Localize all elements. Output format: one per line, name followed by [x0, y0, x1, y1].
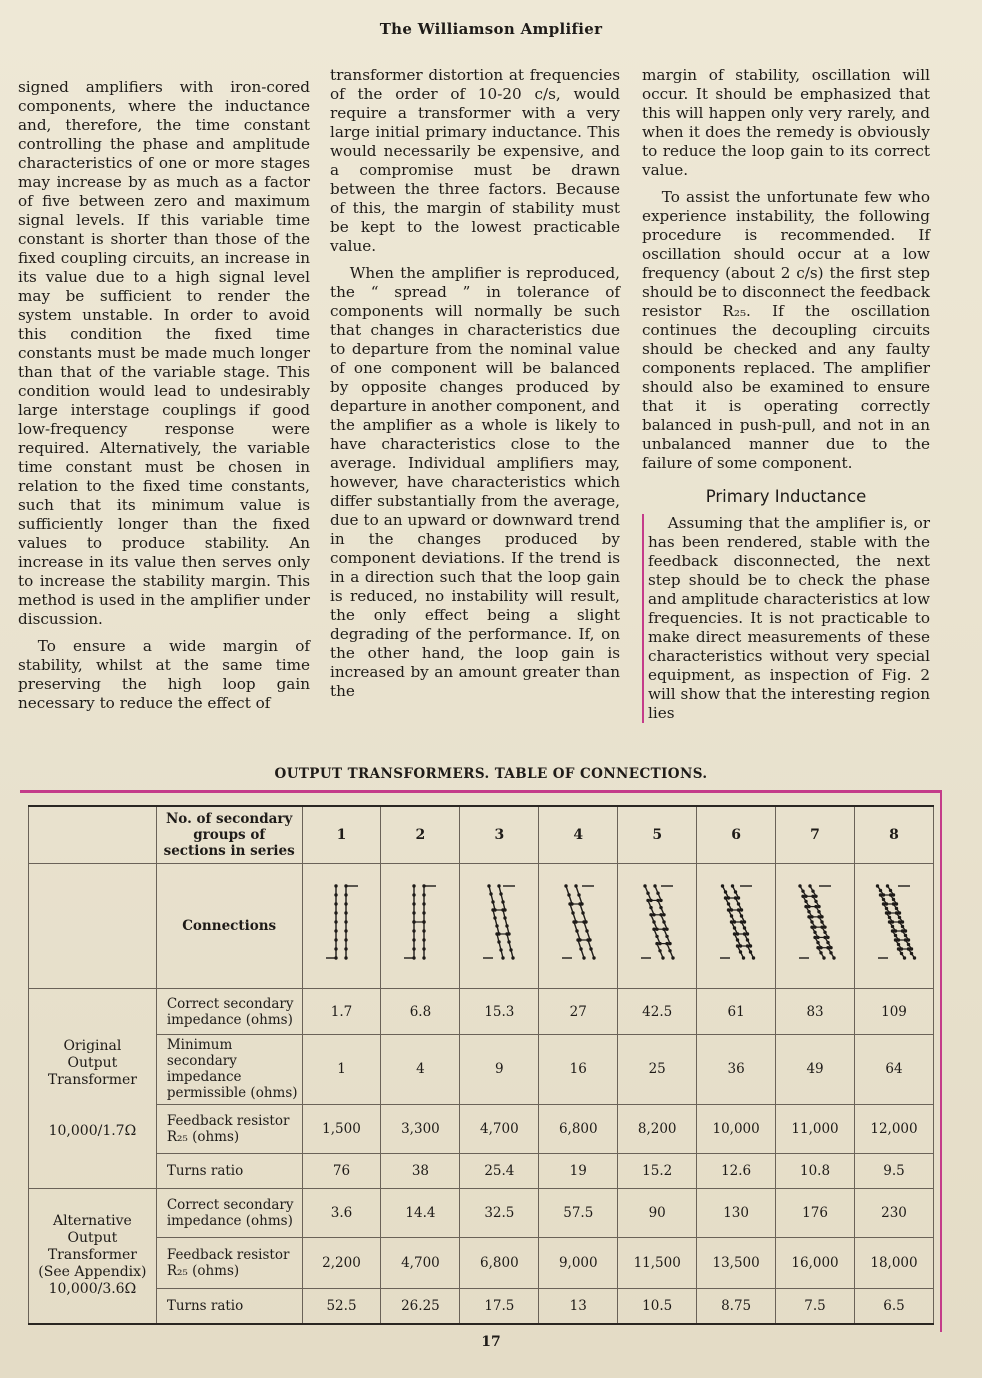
- table-cell: 6.5: [855, 1289, 934, 1324]
- page-header: The Williamson Amplifier: [379, 20, 603, 38]
- tap-dot: [807, 910, 810, 913]
- tap-dot: [727, 903, 730, 906]
- tap-dot: [643, 885, 646, 888]
- table-cell: 8,200: [618, 1104, 697, 1153]
- coil-line: [507, 934, 513, 958]
- table-cell: 32.5: [460, 1188, 539, 1237]
- tap-dot: [819, 951, 822, 954]
- table-cell: 1,500: [302, 1104, 381, 1153]
- row-label: Turns ratio: [156, 1289, 302, 1324]
- coil-line: [503, 910, 509, 934]
- tap-dot: [423, 957, 426, 960]
- tap-dot: [423, 903, 426, 906]
- tap-dot: [508, 941, 511, 944]
- tap-dot: [502, 957, 505, 960]
- tap-dot: [907, 943, 910, 946]
- table-cell: 10,000: [697, 1104, 776, 1153]
- table-cell: 3,300: [381, 1104, 460, 1153]
- tap-dot: [423, 912, 426, 915]
- text-column-1: [18, 78, 310, 713]
- connections-row: [29, 864, 934, 989]
- row-label: Feedback resistor R₂₅ (ohms): [156, 1104, 302, 1153]
- table-cell: 36: [697, 1034, 776, 1104]
- tap-dot: [512, 957, 515, 960]
- tap-dot: [575, 885, 578, 888]
- connection-diagram-6: [697, 864, 776, 989]
- table-header-row: [29, 806, 934, 864]
- row-label: Minimum secondary impedance permissible (ohms): [156, 1034, 302, 1104]
- tap-dot: [724, 891, 727, 894]
- tap-dot: [423, 939, 426, 942]
- table-cell: 16,000: [776, 1238, 855, 1289]
- table-row: [29, 1104, 934, 1153]
- table-cell: 18,000: [855, 1238, 934, 1289]
- tap-dot: [344, 912, 347, 915]
- tap-dot: [808, 885, 811, 888]
- tap-dot: [886, 885, 889, 888]
- row-label: Turns ratio: [156, 1153, 302, 1188]
- tap-dot: [876, 885, 879, 888]
- tap-dot: [334, 930, 337, 933]
- table-cell: 57.5: [539, 1188, 618, 1237]
- table-cell: 42.5: [618, 989, 697, 1034]
- table-row: [29, 1188, 934, 1237]
- tap-dot: [816, 941, 819, 944]
- table-cell: 12,000: [855, 1104, 934, 1153]
- tap-dot: [656, 892, 659, 895]
- connections-table: [28, 805, 934, 1325]
- connection-diagram-4: [539, 864, 618, 989]
- row-label: Correct secondary impedance (ohms): [156, 989, 302, 1034]
- table-row: [29, 1238, 934, 1289]
- table-cell: 8.75: [697, 1289, 776, 1324]
- transformer-spec: 10,000/3.6Ω: [48, 1281, 137, 1298]
- connections-label: Connections: [156, 864, 302, 989]
- coil-line: [489, 886, 495, 910]
- table-row: [29, 1289, 934, 1324]
- tap-dot: [334, 939, 337, 942]
- tap-dot: [897, 943, 900, 946]
- connection-diagram-2: [381, 864, 460, 989]
- tap-dot: [662, 921, 665, 924]
- paragraph: To assist the unfortunate few who experience instability, the following procedure is recommended. If oscillation should occur at a low frequency (about 2 c/s) the first step should be to disconnect the feedback resistor R₂₅. If the oscillation continues the decoupling circuits should be checked and any faulty components replaced. The amplifier should also be examined to ensure that it is operating correctly balanced in push-pull, and not in an unbalanced manner due to the failure of some component.: [642, 188, 930, 472]
- tap-dot: [810, 921, 813, 924]
- table-cell: 6,800: [460, 1238, 539, 1289]
- tap-dot: [888, 916, 891, 919]
- table-cell: 130: [697, 1188, 776, 1237]
- tap-dot: [344, 921, 347, 924]
- table-cell: 64: [855, 1034, 934, 1104]
- empty-cell: [29, 806, 157, 864]
- tap-dot: [413, 948, 416, 951]
- tap-dot: [344, 957, 347, 960]
- paragraph: When the amplifier is reproduced, the “ spread ” in tolerance of components will normally be such that changes in characteristics due to departure from the nominal value of one component will be balanced by opposite changes produced by departure in another component, and the amplifier as a whole is likely to have characteristics close to the average. Individual amplifiers may, however, have characteristics which differ substantially from the average, due to an upward or downward trend in the changes produced by component deviations. If the trend is in a direction such that the loop gain is reduced, no instability will result, the only effect being a slight degrading of the performance. If, on the other hand, the loop gain is increased by an amount greater than the: [330, 264, 620, 700]
- tap-dot: [910, 952, 913, 955]
- tap-dot: [752, 957, 755, 960]
- connection-diagram-7: [776, 864, 855, 989]
- original-transformer-label: Original Output Transformer 10,000/1.7Ω: [29, 989, 157, 1188]
- tap-dot: [730, 915, 733, 918]
- table-cell: 9,000: [539, 1238, 618, 1289]
- tap-dot: [892, 898, 895, 901]
- tap-dot: [576, 930, 579, 933]
- tap-dot: [898, 916, 901, 919]
- coil-line: [499, 886, 505, 910]
- tap-dot: [822, 957, 825, 960]
- column-number: 3: [460, 806, 539, 864]
- tap-dot: [413, 930, 416, 933]
- table-cell: 26.25: [381, 1289, 460, 1324]
- tap-dot: [832, 957, 835, 960]
- tap-dot: [500, 893, 503, 896]
- table-cell: 6.8: [381, 989, 460, 1034]
- coil-line: [497, 934, 503, 958]
- tap-dot: [504, 917, 507, 920]
- table-cell: 9: [460, 1034, 539, 1104]
- tap-dot: [590, 948, 593, 951]
- table-cell: 7.5: [776, 1289, 855, 1324]
- connection-diagram-8: [855, 864, 934, 989]
- paragraph: signed amplifiers with iron-cored components, where the inductance and, therefore, the time constant controlling the phase and amplitude characteristics of one or more stages may increase by as much as a factor of five between zero and maximum signal levels. If this variable time constant is shorter than those of the fixed coupling circuits, an increase in its value due to a high signal level may be sufficient to render the system unstable. In order to avoid this condition the fixed time constants must be made much longer than that of the variable stage. This condition would lead to undesirably large interstage couplings if good low-frequency response were required. Alternatively, the variable time constant must be chosen in relation to the fixed time constants, such that its minimum value is sufficiently longer than the fixed values to produce stability. An increase in its value then serves only to increase the stability margin. This method is used in the amplifier under discussion.: [18, 78, 310, 628]
- tap-dot: [423, 948, 426, 951]
- table-cell: 17.5: [460, 1289, 539, 1324]
- table-cell: 13: [539, 1289, 618, 1324]
- column-number: 1: [302, 806, 381, 864]
- tap-dot: [665, 935, 668, 938]
- table-cell: 76: [302, 1153, 381, 1188]
- column-number: 8: [855, 806, 934, 864]
- tap-dot: [423, 930, 426, 933]
- tap-dot: [798, 885, 801, 888]
- table-cell: 25.4: [460, 1153, 539, 1188]
- tap-dot: [671, 957, 674, 960]
- tap-dot: [721, 885, 724, 888]
- page-number: 17: [481, 1334, 501, 1350]
- empty-cell: [29, 864, 157, 989]
- tap-dot: [580, 948, 583, 951]
- tap-dot: [734, 891, 737, 894]
- table-row: [29, 989, 934, 1034]
- column-number: 5: [618, 806, 697, 864]
- connection-diagram-3: [460, 864, 539, 989]
- table-cell: 14.4: [381, 1188, 460, 1237]
- tap-dot: [498, 941, 501, 944]
- tap-dot: [891, 925, 894, 928]
- column-number: 4: [539, 806, 618, 864]
- tap-dot: [413, 939, 416, 942]
- tap-dot: [737, 903, 740, 906]
- table-cell: 2,200: [302, 1238, 381, 1289]
- tap-dot: [496, 925, 499, 928]
- paragraph: To ensure a wide margin of stability, whilst at the same time preserving the high loop gain necessary to reduce the effect of: [18, 637, 310, 712]
- table-cell: 9.5: [855, 1153, 934, 1188]
- table-cell: 176: [776, 1188, 855, 1237]
- tap-dot: [488, 885, 491, 888]
- table-cell: 4,700: [460, 1104, 539, 1153]
- connection-diagram-5: [618, 864, 697, 989]
- table-cell: 10.5: [618, 1289, 697, 1324]
- tap-dot: [582, 912, 585, 915]
- table-title: OUTPUT TRANSFORMERS. TABLE OF CONNECTIONS.: [274, 766, 708, 782]
- paragraph: Assuming that the amplifier is, or has been rendered, stable with the feedback disconnected, the next step should be to check the phase and amplitude characteristics at low frequencies. It is not practicable to make direct measurements of these characteristics without very special equipment, as inspection of Fig. 2 will show that the interesting region lies: [642, 514, 930, 723]
- table-cell: 230: [855, 1188, 934, 1237]
- tap-dot: [829, 951, 832, 954]
- table-cell: 12.6: [697, 1153, 776, 1188]
- tap-dot: [586, 930, 589, 933]
- tap-dot: [498, 885, 501, 888]
- tap-dot: [344, 930, 347, 933]
- table-cell: 11,000: [776, 1104, 855, 1153]
- tap-dot: [889, 889, 892, 892]
- text-column-3: [642, 66, 930, 723]
- tap-dot: [500, 949, 503, 952]
- tap-dot: [661, 957, 664, 960]
- tap-dot: [731, 885, 734, 888]
- table-cell: 109: [855, 989, 934, 1034]
- tap-dot: [334, 948, 337, 951]
- tap-dot: [334, 921, 337, 924]
- tap-dot: [593, 957, 596, 960]
- tap-dot: [885, 907, 888, 910]
- tap-dot: [413, 885, 416, 888]
- tap-dot: [814, 900, 817, 903]
- row-label: Correct secondary impedance (ohms): [156, 1188, 302, 1237]
- column-number: 2: [381, 806, 460, 864]
- table-cell: 1: [302, 1034, 381, 1104]
- paragraph: margin of stability, oscillation will occur. It should be emphasized that this will happen only very rarely, and when it does the remedy is obviously to reduce the loop gain to its correct value.: [642, 66, 930, 179]
- tap-dot: [344, 939, 347, 942]
- section-heading: Primary Inductance: [705, 487, 867, 506]
- table-cell: 90: [618, 1188, 697, 1237]
- tap-dot: [882, 898, 885, 901]
- table-cell: 25: [618, 1034, 697, 1104]
- tap-dot: [568, 894, 571, 897]
- table-row: [29, 1034, 934, 1104]
- row-label: Feedback resistor R₂₅ (ohms): [156, 1238, 302, 1289]
- tap-dot: [743, 927, 746, 930]
- table-cell: 52.5: [302, 1289, 381, 1324]
- column-number: 6: [697, 806, 776, 864]
- paragraph: transformer distortion at frequencies of the order of 10-20 c/s, would require a transformer with a very large initial primary inductance. This would necessarily be expensive, and a compromise must be drawn between the three factors. Because of this, the margin of stability must be kept to the lowest practicable value.: [330, 66, 620, 255]
- tap-dot: [494, 917, 497, 920]
- tap-dot: [565, 885, 568, 888]
- tap-dot: [904, 934, 907, 937]
- tap-dot: [655, 935, 658, 938]
- tap-dot: [649, 906, 652, 909]
- tap-dot: [826, 941, 829, 944]
- table-cell: 4: [381, 1034, 460, 1104]
- column-number: 7: [776, 806, 855, 864]
- tap-dot: [736, 939, 739, 942]
- tap-dot: [879, 889, 882, 892]
- tap-dot: [900, 952, 903, 955]
- tap-dot: [334, 912, 337, 915]
- table-cell: 15.3: [460, 989, 539, 1034]
- tap-dot: [510, 949, 513, 952]
- tap-dot: [811, 890, 814, 893]
- table-cell: 27: [539, 989, 618, 1034]
- tap-dot: [823, 931, 826, 934]
- table-cell: 49: [776, 1034, 855, 1104]
- tap-dot: [901, 925, 904, 928]
- tap-dot: [413, 903, 416, 906]
- tap-dot: [746, 939, 749, 942]
- tap-dot: [659, 906, 662, 909]
- tap-dot: [413, 894, 416, 897]
- tap-dot: [817, 910, 820, 913]
- tap-dot: [820, 921, 823, 924]
- table-cell: 1.7: [302, 989, 381, 1034]
- tap-dot: [749, 951, 752, 954]
- tap-dot: [742, 957, 745, 960]
- table-row: [29, 1153, 934, 1188]
- table-cell: 6,800: [539, 1104, 618, 1153]
- tap-dot: [668, 949, 671, 952]
- table-cell: 13,500: [697, 1238, 776, 1289]
- table-cell: 38: [381, 1153, 460, 1188]
- connection-diagram-1: [302, 864, 381, 989]
- tap-dot: [894, 934, 897, 937]
- tap-dot: [804, 900, 807, 903]
- tap-dot: [334, 903, 337, 906]
- tap-dot: [344, 903, 347, 906]
- tap-dot: [492, 901, 495, 904]
- tap-dot: [646, 892, 649, 895]
- tap-dot: [490, 893, 493, 896]
- tap-dot: [658, 949, 661, 952]
- table-cell: 15.2: [618, 1153, 697, 1188]
- series-header: No. of secondary groups of sections in series: [156, 806, 302, 864]
- alternative-transformer-label: Alternative Output Transformer (See Appendix) 10,000/3.6Ω: [29, 1188, 157, 1324]
- tap-dot: [334, 885, 337, 888]
- table-cell: 19: [539, 1153, 618, 1188]
- tap-dot: [572, 912, 575, 915]
- table-cell: 10.8: [776, 1153, 855, 1188]
- table-frame: [20, 790, 942, 1332]
- table-cell: 3.6: [302, 1188, 381, 1237]
- tap-dot: [344, 894, 347, 897]
- tap-dot: [739, 951, 742, 954]
- table-cell: 61: [697, 989, 776, 1034]
- tap-dot: [583, 957, 586, 960]
- table-cell: 4,700: [381, 1238, 460, 1289]
- transformer-spec: 10,000/1.7Ω: [48, 1122, 137, 1139]
- tap-dot: [413, 912, 416, 915]
- tap-dot: [913, 957, 916, 960]
- tap-dot: [502, 901, 505, 904]
- tap-dot: [506, 925, 509, 928]
- tap-dot: [652, 921, 655, 924]
- tap-dot: [813, 931, 816, 934]
- tap-dot: [344, 948, 347, 951]
- text-column-2: [330, 66, 620, 701]
- table-cell: 16: [539, 1034, 618, 1104]
- tap-dot: [903, 957, 906, 960]
- tap-dot: [895, 907, 898, 910]
- tap-dot: [733, 927, 736, 930]
- tap-dot: [334, 894, 337, 897]
- tap-dot: [578, 894, 581, 897]
- tap-dot: [740, 915, 743, 918]
- coil-line: [493, 910, 499, 934]
- tap-dot: [801, 890, 804, 893]
- table-cell: 11,500: [618, 1238, 697, 1289]
- table-cell: 83: [776, 989, 855, 1034]
- tap-dot: [423, 894, 426, 897]
- tap-dot: [653, 885, 656, 888]
